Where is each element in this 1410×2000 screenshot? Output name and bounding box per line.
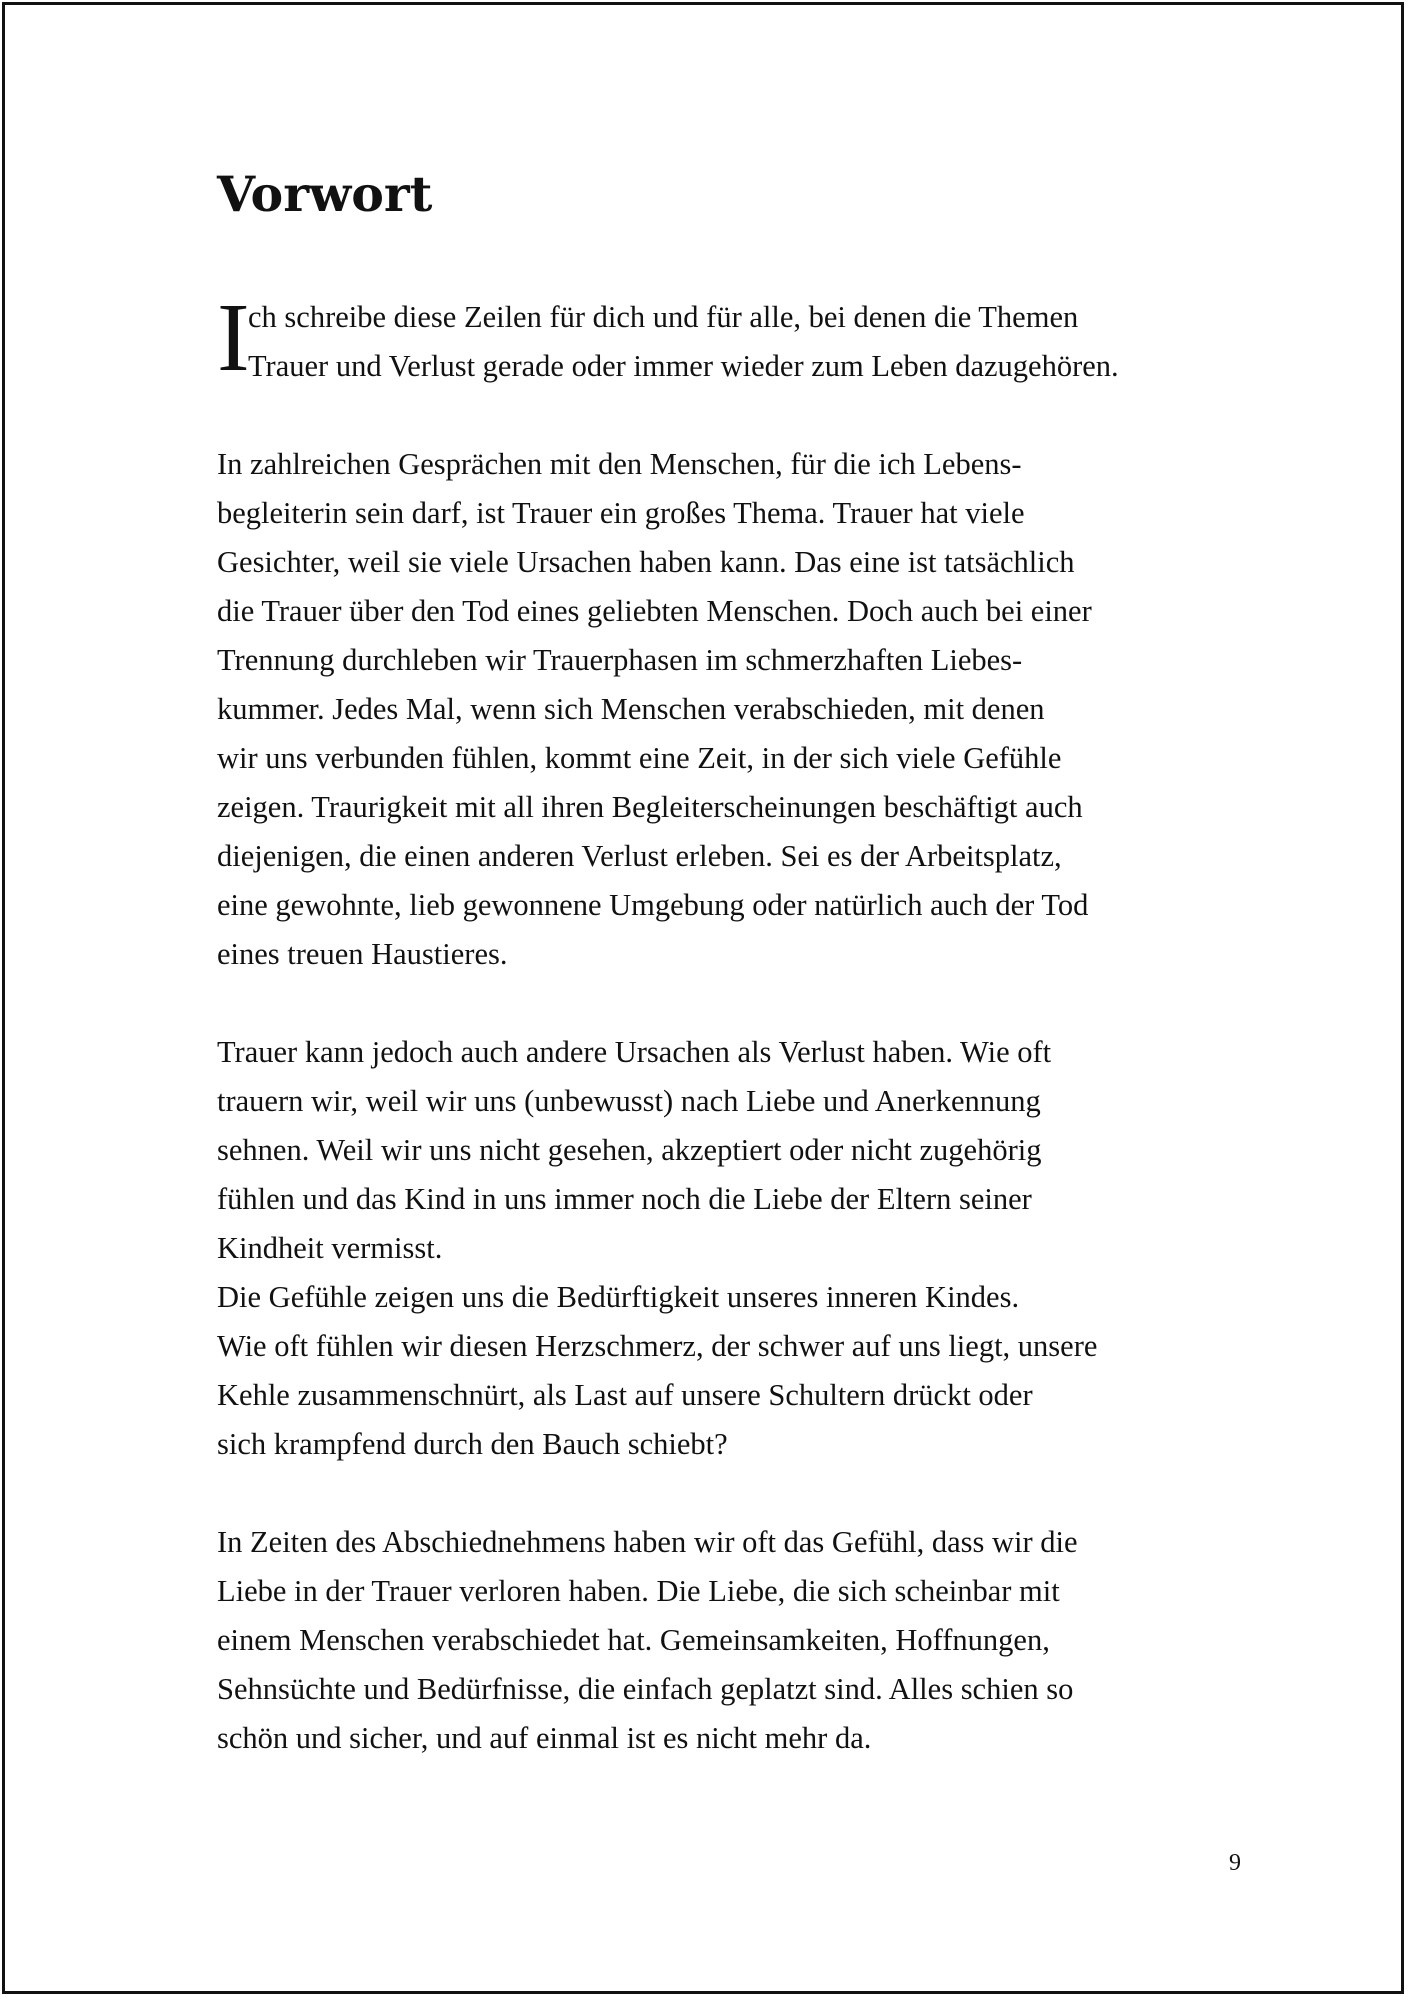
paragraph-4 xyxy=(217,1518,1217,1763)
text-line: Sehnsüchte und Bedürfnisse, die einfach geplatzt sind. Alles schien so xyxy=(217,1672,1074,1706)
text-line: Gesichter, weil sie viele Ursachen haben kann. Das eine ist tatsächlich xyxy=(217,545,1075,579)
body-text xyxy=(217,284,1217,1763)
page-title: Vorwort xyxy=(217,165,433,223)
paragraph-3 xyxy=(217,1028,1217,1469)
text-line: zeigen. Traurigkeit mit all ihren Begleiterscheinungen beschäftigt auch xyxy=(217,790,1083,824)
text-line: einem Menschen verabschiedet hat. Gemeinsamkeiten, Hoffnungen, xyxy=(217,1623,1050,1657)
text-line: Kehle zusammenschnürt, als Last auf unsere Schultern drückt oder xyxy=(217,1378,1033,1412)
text-line: Trennung durchleben wir Trauerphasen im schmerzhaften Liebes- xyxy=(217,643,1023,677)
text-line: Trauer und Verlust gerade oder immer wieder zum Leben dazugehören. xyxy=(248,349,1119,383)
text-line: In zahlreichen Gesprächen mit den Menschen, für die ich Lebens- xyxy=(217,447,1022,481)
page-number: 9 xyxy=(1229,1850,1241,1876)
text-line: Liebe in der Trauer verloren haben. Die Liebe, die sich scheinbar mit xyxy=(217,1574,1060,1608)
text-line: Trauer kann jedoch auch andere Ursachen als Verlust haben. Wie oft xyxy=(217,1035,1052,1069)
text-line: diejenigen, die einen anderen Verlust erleben. Sei es der Arbeitsplatz, xyxy=(217,839,1062,873)
text-line: wir uns verbunden fühlen, kommt eine Zeit, in der sich viele Gefühle xyxy=(217,741,1062,775)
text-line: trauern wir, weil wir uns (unbewusst) nach Liebe und Anerkennung xyxy=(217,1084,1041,1118)
text-line: kummer. Jedes Mal, wenn sich Menschen verabschieden, mit denen xyxy=(217,692,1045,726)
text-line: die Trauer über den Tod eines geliebten Menschen. Doch auch bei einer xyxy=(217,594,1092,628)
text-line: ch schreibe diese Zeilen für dich und für alle, bei denen die Themen xyxy=(248,300,1079,334)
text-line: begleiterin sein darf, ist Trauer ein großes Thema. Trauer hat viele xyxy=(217,496,1025,530)
paragraph-1 xyxy=(217,284,1217,392)
text-line: sehnen. Weil wir uns nicht gesehen, akzeptiert oder nicht zugehörig xyxy=(217,1133,1042,1167)
text-line: fühlen und das Kind in uns immer noch die Liebe der Eltern seiner xyxy=(217,1182,1032,1216)
drop-cap: I xyxy=(217,284,250,392)
text-line: Wie oft fühlen wir diesen Herzschmerz, der schwer auf uns liegt, unsere xyxy=(217,1329,1098,1363)
text-line: schön und sicher, und auf einmal ist es nicht mehr da. xyxy=(217,1721,872,1755)
text-line: eines treuen Haustieres. xyxy=(217,937,508,971)
text-line: Kindheit vermisst. xyxy=(217,1231,443,1265)
text-line: In Zeiten des Abschiednehmens haben wir oft das Gefühl, dass wir die xyxy=(217,1525,1078,1559)
text-line: eine gewohnte, lieb gewonnene Umgebung oder natürlich auch der Tod xyxy=(217,888,1089,922)
paragraph-2 xyxy=(217,440,1217,979)
text-line: Die Gefühle zeigen uns die Bedürftigkeit unseres inneren Kindes. xyxy=(217,1280,1020,1314)
page-frame xyxy=(2,2,1404,1994)
text-line: sich krampfend durch den Bauch schiebt? xyxy=(217,1427,728,1461)
